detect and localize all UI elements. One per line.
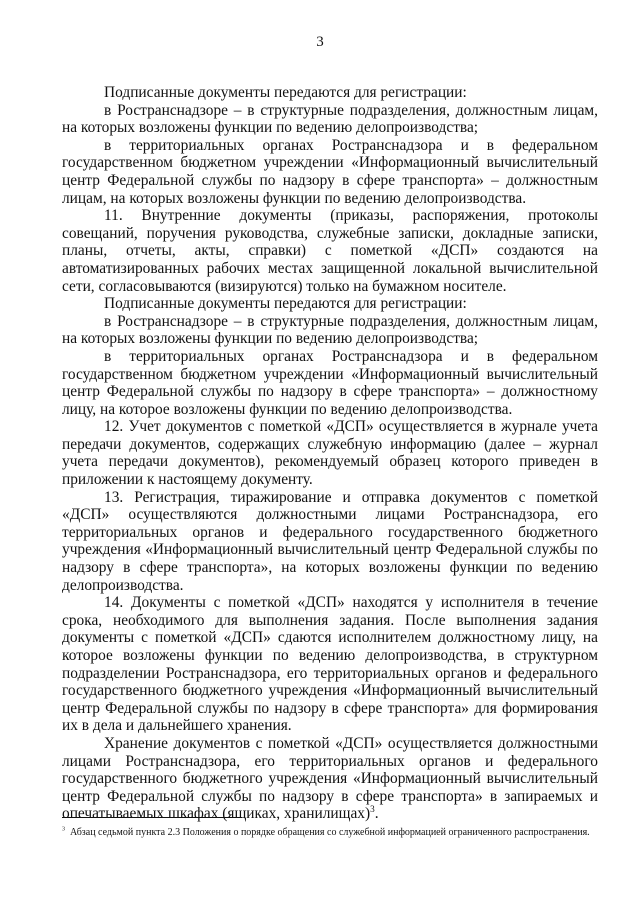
paragraph-item-13: 13. Регистрация, тиражирование и отправка документов с пометкой «ДСП» осуществляются должностными лицами Ространснадзора, его территориальных органов и федерального государственного бюджетного учреждения «Информационный вычислительный центр Федеральной службы по надзору в сфере транспорта», на которых возложены функции по ведению делопроизводства. (62, 488, 598, 594)
footnote (62, 826, 598, 840)
paragraph-storage-end: . (374, 805, 379, 823)
footnote-divider (62, 817, 242, 818)
paragraph-submission-intro: Подписанные документы передаются для регистрации: (104, 84, 467, 101)
footnote-marker: 3 (62, 826, 65, 833)
paragraph-item-11: 11. Внутренние документы (приказы, распоряжения, протоколы совещаний, поручения руководства, служебные записки, докладные записки, планы, отчеты, акты, справки) с пометкой «ДСП» создаются на автоматизированных рабочих местах защищенной локальной вычислительной сети, согласовываются (визируются) только на бумажном носителе. (62, 207, 598, 295)
footnote-text: Абзац седьмой пункта 2.3 Положения о порядке обращения со служебной информацией ограниченного распространения. (70, 827, 590, 838)
paragraph-item-12: 12. Учет документов с пометкой «ДСП» осуществляется в журнале учета передачи документов, содержащих служебную информацию (далее – журнал учета передачи документов), рекомендуемый образец которого приведен в приложении к настоящему документу. (62, 418, 598, 489)
paragraph-storage-text: Хранение документов с пометкой «ДСП» осуществляется должностными лицами Ространснадзора, его территориальных органов и федерального государственного бюджетного учреждения «Информационный вычислительный центр Федеральной службы по надзору в сфере транспорта» в запираемых и опечатываемых шкафах (ящиках, хранилищах) (62, 734, 598, 823)
paragraph-item-14: 14. Документы с пометкой «ДСП» находятся у исполнителя в течение срока, необходимого для выполнения задания. После выполнения задания документы с пометкой «ДСП» сдаются исполнителем должностному лицу, на которое возложены функции по ведению делопроизводства, в структурном подразделении Ространснадзора, его территориальных органов и федерального государственного бюджетного учреждения «Информационный вычислительный центр Федеральной службы по надзору в сфере транспорта» для формирования их в дела и дальнейшего хранения. (62, 594, 598, 735)
paragraph-submission-territorial: в территориальных органах Ространснадзора и в федеральном государственном бюджетном учреждении «Информационный вычислительный центр Федеральной службы по надзору в сфере транспорта» – должностным лицам, на которых возложены функции по ведению делопроизводства. (62, 136, 598, 207)
paragraph-submission-territorial-2: в территориальных органах Ространснадзора и в федеральном государственном бюджетном учреждении «Информационный вычислительный центр Федеральной службы по надзору в сфере транспорта» – должностному лицу, на которое возложены функции по ведению делопроизводства. (62, 347, 598, 418)
paragraph-submission-hq: в Ространснадзоре – в структурные подразделения, должностным лицам, на которых возложены функции по ведению делопроизводства; (62, 101, 598, 137)
paragraph-submission-hq-2: в Ространснадзоре – в структурные подразделения, должностным лицам, на которых возложены функции по ведению делопроизводства; (62, 312, 598, 348)
paragraph-submission-intro-2: Подписанные документы передаются для регистрации: (104, 295, 467, 313)
footnote-reference: 3 (370, 804, 375, 815)
page-number: 3 (316, 34, 324, 50)
document-body (62, 84, 598, 823)
paragraph-storage (62, 735, 598, 823)
